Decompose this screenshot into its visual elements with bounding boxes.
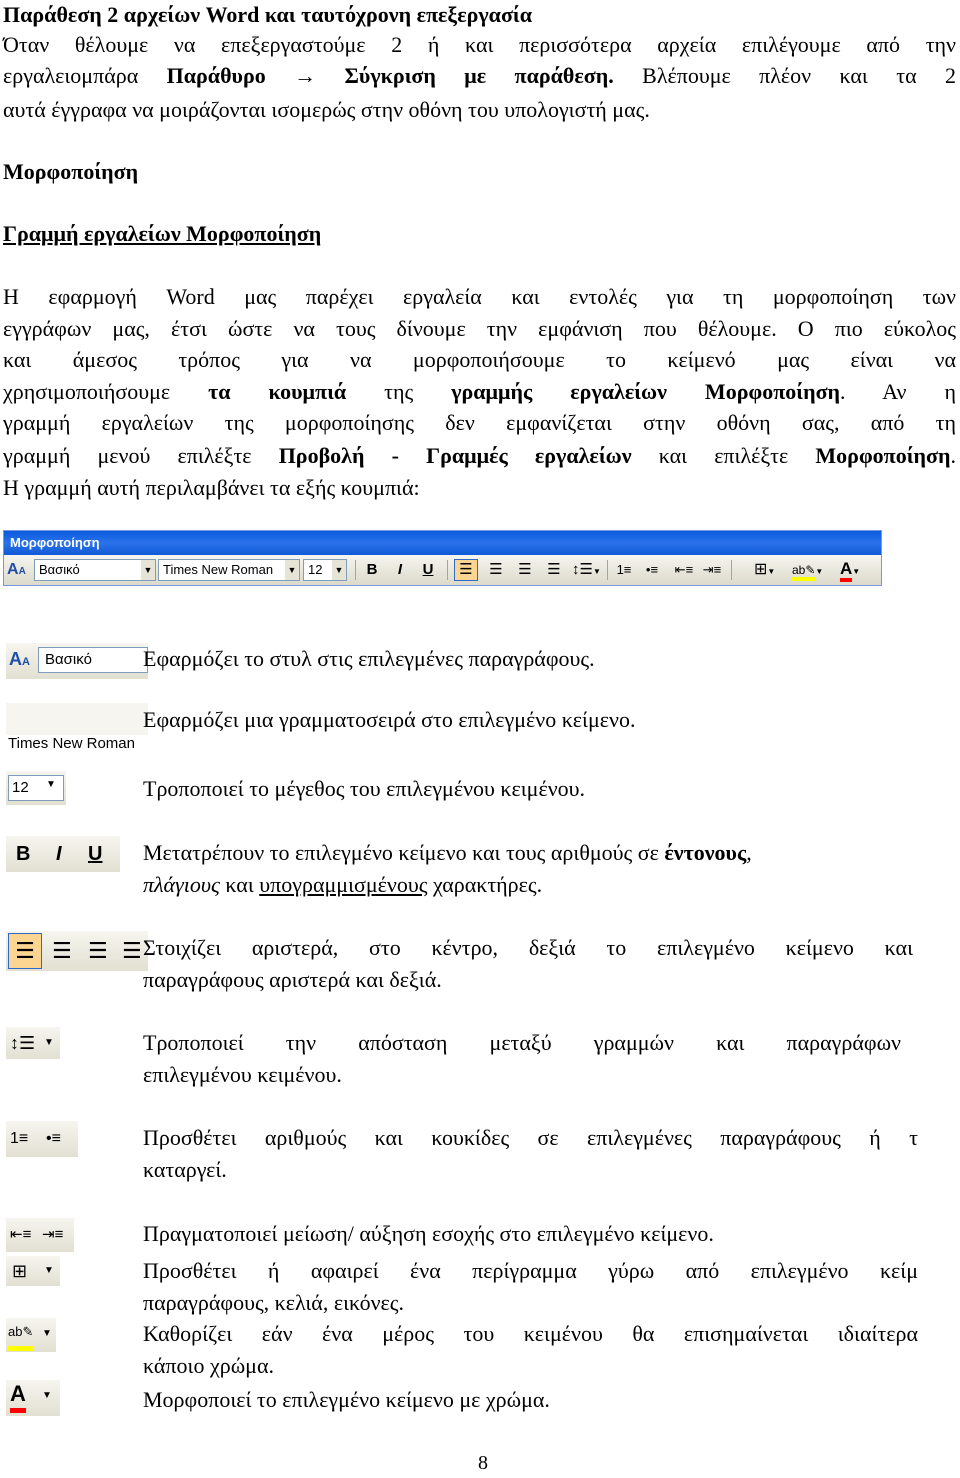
biu-desc-bold: έντονους — [664, 840, 747, 865]
numbered-list-icon: 1≡ — [616, 562, 632, 577]
highlight-description-line-1: Καθορίζει εάν ένα μέρος του κειμένου θα επισημαίνεται ιδιαίτερα — [143, 1321, 918, 1346]
align-left-button[interactable] — [454, 559, 478, 581]
formatting-toolbar — [3, 530, 882, 586]
toolbar-body — [4, 555, 881, 585]
para-line-6 — [3, 441, 956, 471]
chevron-down-icon: ▼ — [46, 779, 56, 790]
chevron-down-icon: ▼ — [42, 1328, 52, 1339]
border-button[interactable] — [754, 559, 788, 581]
chevron-down-icon: ▼ — [592, 567, 601, 576]
chevron-down-icon: ▼ — [42, 1390, 52, 1401]
size-combo-sample — [6, 771, 66, 805]
font-color-button[interactable] — [840, 559, 876, 581]
size-combo-value: 12 — [8, 775, 64, 801]
decrease-indent-icon: ⇤≡ — [10, 1226, 32, 1243]
intro-line-2-pre: εργαλειομπάρα — [3, 63, 167, 88]
style-combo-sample — [6, 643, 148, 679]
border-sample — [6, 1256, 60, 1286]
font-color-icon: A — [840, 559, 852, 582]
indent-description: Πραγματοποιεί μείωση/ αύξηση εσοχής στο επιλεγμένο κείμενο. — [143, 1221, 714, 1246]
highlight-sample — [6, 1318, 56, 1352]
align-center-icon: ☰ — [489, 561, 503, 578]
bullet-list-icon: •≡ — [645, 562, 659, 577]
italic-button[interactable]: I — [397, 561, 403, 578]
bold-button[interactable]: B — [366, 561, 378, 578]
biu-desc-mid: και — [219, 872, 260, 897]
align-center-icon: ☰ — [52, 938, 72, 963]
underline-button[interactable]: U — [422, 561, 434, 578]
chevron-down-icon: ▼ — [141, 560, 155, 580]
size-combo[interactable] — [303, 559, 347, 581]
para-line-6-pre: γραμμή μενού επιλέξτε — [3, 443, 279, 468]
size-description: Τροποποιεί το μέγεθος του επιλεγμένου κειμένου. — [143, 776, 586, 801]
biu-desc-pre: Μετατρέπουν το επιλεγμένο κείμενο και τους αριθμούς σε — [143, 840, 665, 865]
intro-line-1: Όταν θέλουμε να επεξεργαστούμε 2 ή και περισσότερα αρχεία επιλέγουμε από την — [3, 32, 956, 57]
justify-icon: ☰ — [122, 938, 142, 963]
para-line-6-post: . — [950, 443, 956, 468]
bold-italic-underline-sample — [6, 836, 120, 872]
font-combo-value: Times New Roman — [8, 735, 135, 752]
align-right-button[interactable] — [513, 559, 537, 581]
style-description: Εφαρμόζει το στυλ στις επιλεγμένες παραγράφους. — [143, 646, 595, 671]
para-line-7: Η γραμμή αυτή περιλαμβάνει τα εξής κουμπιά: — [3, 475, 420, 500]
intro-line-2 — [3, 61, 956, 91]
decrease-indent-button[interactable] — [672, 559, 696, 581]
style-combo-value: Βασικό — [39, 562, 80, 577]
bullet-list-icon: •≡ — [46, 1130, 61, 1147]
intro-line-3: αυτά έγγραφα να μοιράζονται ισομερώς στην οθόνη του υπολογιστή μας. — [3, 97, 650, 122]
chevron-down-icon: ▼ — [767, 567, 776, 576]
page-heading: Παράθεση 2 αρχείων Word και ταυτόχρονη επεξεργασία — [3, 2, 533, 27]
chevron-down-icon: ▼ — [332, 560, 346, 580]
align-right-icon: ☰ — [518, 561, 532, 578]
para-line-4-post: . Αν η — [840, 379, 957, 404]
style-combo-value: Βασικό — [38, 647, 148, 673]
line-spacing-sample — [6, 1027, 60, 1059]
chevron-down-icon: ▼ — [44, 1265, 54, 1276]
style-combo[interactable] — [34, 559, 156, 581]
underline-icon: U — [88, 843, 103, 865]
highlight-icon: ab✎ — [792, 563, 815, 581]
menu-path: Παράθυρο → Σύγκριση με παράθεση. — [166, 63, 614, 88]
border-icon: ⊞ — [12, 1261, 28, 1281]
font-color-description: Μορφοποιεί το επιλεγμένο κείμενο με χρώμα. — [143, 1387, 550, 1412]
subsection-title: Γραμμή εργαλείων Μορφοποίηση — [3, 221, 322, 246]
numbering-button[interactable] — [612, 559, 636, 581]
font-combo[interactable] — [158, 559, 300, 581]
biu-desc-post: , — [746, 840, 752, 865]
align-left-icon: ☰ — [8, 933, 42, 969]
align-left-icon: ☰ — [459, 561, 473, 578]
line-spacing-icon: ↕☰ — [572, 561, 593, 578]
increase-indent-icon: ⇥≡ — [702, 562, 722, 577]
para-line-5: γραμμή εργαλείων της μορφοποίησης δεν εμφανίζεται στην οθόνη σας, από τη — [3, 410, 956, 435]
list-sample — [6, 1121, 78, 1157]
size-combo-value: 12 — [308, 562, 323, 577]
bullets-button[interactable] — [640, 559, 664, 581]
spacing-description-line-2: επιλεγμένου κειμένου. — [143, 1062, 342, 1087]
border-icon: ⊞ — [754, 561, 768, 578]
para-bold-toolbar: γραμμής εργαλείων Μορφοποίηση — [451, 379, 841, 404]
bold-icon: B — [16, 843, 31, 865]
biu-desc-italic: πλάγιους — [143, 872, 220, 897]
font-combo-value: Times New Roman — [163, 562, 274, 577]
chevron-down-icon: ▼ — [285, 560, 299, 580]
increase-indent-icon: ⇥≡ — [42, 1226, 64, 1243]
para-line-3: και άμεσος τρόπος για να μορφοποιήσουμε το κείμενό μας είναι να — [3, 347, 956, 372]
intro-line-2-post: Βλέπουμε πλέον και τα 2 — [613, 63, 956, 88]
align-description-line-2: παραγράφους αριστερά και δεξιά. — [143, 967, 442, 992]
biu-description-line-1 — [143, 837, 752, 869]
para-bold-view-menu: Προβολή - Γραμμές εργαλείων — [278, 443, 632, 468]
font-combo-sample — [6, 703, 148, 761]
biu-description-line-2 — [143, 869, 542, 901]
para-line-4 — [3, 377, 956, 407]
italic-icon: I — [56, 843, 62, 865]
para-bold-buttons: τα κουμπιά — [208, 379, 347, 404]
alignment-sample — [6, 931, 148, 971]
font-description: Εφαρμόζει μια γραμματοσειρά στο επιλεγμένο κείμενο. — [143, 707, 636, 732]
style-icon: AA — [9, 649, 30, 669]
style-icon: AA — [7, 561, 26, 578]
chevron-down-icon: ▼ — [852, 567, 861, 576]
para-line-2: εγγράφων μας, έτσι ώστε να τους δίνουμε την εμφάνιση που θέλουμε. Ο πιο εύκολος — [3, 316, 956, 341]
highlight-button[interactable] — [792, 559, 832, 581]
biu-desc-post2: χαρακτήρες. — [427, 872, 543, 897]
para-line-4-mid: της — [346, 379, 452, 404]
align-description-line-1: Στοιχίζει αριστερά, στο κέντρο, δεξιά το επιλεγμένο κείμενο και — [143, 935, 913, 960]
increase-indent-button[interactable] — [700, 559, 724, 581]
list-description-line-2: καταργεί. — [143, 1157, 227, 1182]
list-description-line-1: Προσθέτει αριθμούς και κουκίδες σε επιλεγμένες παραγράφους ή τ — [143, 1125, 918, 1150]
para-line-4-pre: χρησιμοποιήσουμε — [3, 379, 209, 404]
spacing-description-line-1: Τροποποιεί την απόσταση μεταξύ γραμμών και παραγράφων — [143, 1030, 901, 1055]
indent-sample — [6, 1218, 74, 1252]
para-line-6-mid: και επιλέξτε — [631, 443, 816, 468]
highlight-description-line-2: κάποιο χρώμα. — [143, 1353, 274, 1378]
line-spacing-icon: ↕☰ — [10, 1033, 36, 1053]
font-color-icon: A — [10, 1380, 26, 1413]
numbered-list-icon: 1≡ — [10, 1130, 29, 1147]
line-spacing-button[interactable] — [572, 559, 604, 581]
align-center-button[interactable] — [484, 559, 508, 581]
chevron-down-icon: ▼ — [815, 567, 824, 576]
chevron-down-icon: ▼ — [44, 1037, 54, 1048]
para-line-1: Η εφαρμογή Word μας παρέχει εργαλεία και εντολές για τη μορφοποίηση των — [3, 284, 956, 309]
border-description-line-1: Προσθέτει ή αφαιρεί ένα περίγραμμα γύρω από επιλεγμένο κείμ — [143, 1258, 918, 1283]
decrease-indent-icon: ⇤≡ — [674, 562, 694, 577]
page-number: 8 — [478, 1452, 488, 1474]
font-color-sample — [6, 1380, 60, 1416]
align-right-icon: ☰ — [88, 938, 108, 963]
section-title: Μορφοποίηση — [3, 159, 139, 184]
justify-icon: ☰ — [547, 561, 561, 578]
justify-button[interactable] — [542, 559, 566, 581]
highlight-icon: ab✎ — [8, 1318, 33, 1351]
biu-desc-underline: υπογραμμισμένους — [259, 872, 428, 897]
border-description-line-2: παραγράφους, κελιά, εικόνες. — [143, 1290, 404, 1315]
para-bold-formatting: Μορφοποίηση — [815, 443, 951, 468]
toolbar-title: Μορφοποίηση — [4, 531, 881, 555]
